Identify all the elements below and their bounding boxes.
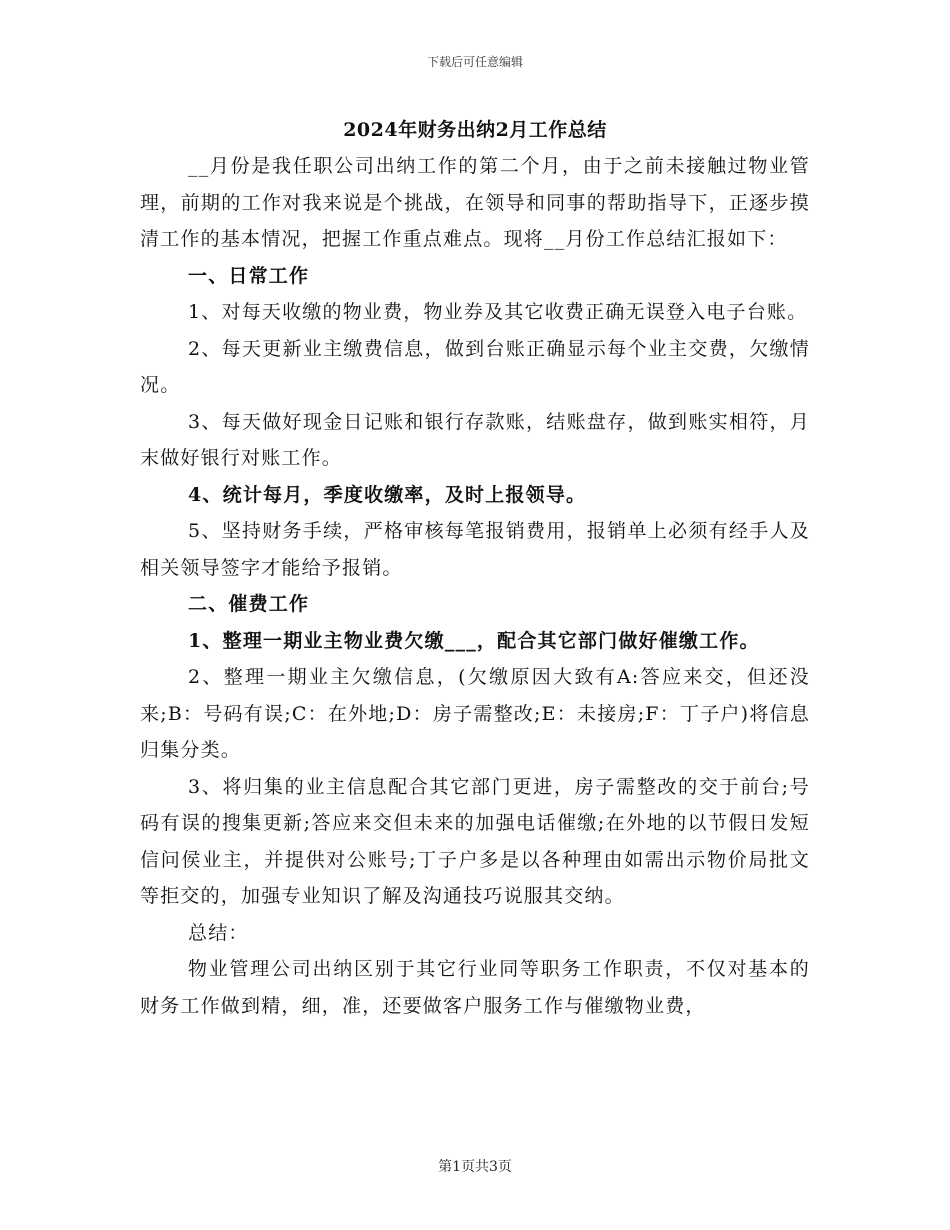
section-heading-daily-work: 一、日常工作	[188, 264, 310, 287]
paragraph-daily-1: 1、对每天收缴的物业费，物业券及其它收费正确无误登入电子台账。	[188, 301, 808, 323]
paragraph-daily-2: 2、每天更新业主缴费信息，做到台账正确显示每个业主交费，欠缴情况。	[140, 337, 810, 396]
paragraph-summary: 物业管理公司出纳区别于其它行业同等职务工作职责，不仅对基本的财务工作做到精，细，准，还要做客户服务工作与催缴物业费，	[140, 958, 810, 1017]
paragraph-collection-1: 1、整理一期业主物业费欠缴___，配合其它部门做好催缴工作。	[188, 629, 760, 652]
section-heading-fee-collection: 二、催费工作	[188, 593, 310, 615]
paragraph-collection-2: 2、整理一期业主欠缴信息，(欠缴原因大致有A:答应来交，但还没来;B：号码有误;C：在外地;D：房子需整改;E：未接房;F：丁子户)将信息归集分类。	[140, 666, 810, 761]
paragraph-summary-label: 总结：	[188, 921, 249, 944]
paragraph-daily-4: 4、统计每月，季度收缴率，及时上报领导。	[188, 483, 587, 506]
paragraph-intro: __月份是我任职公司出纳工作的第二个月，由于之前未接触过物业管理，前期的工作对我来说是个挑战，在领导和同事的帮助指导下，正逐步摸清工作的基本情况，把握工作重点难点。现将__月份工作总结汇报如下：	[140, 155, 810, 250]
page-header-note: 下载后可任意编辑	[426, 55, 523, 69]
paragraph-daily-3: 3、每天做好现金日记账和银行存款账，结账盘存，做到账实相符，月末做好银行对账工作。	[140, 410, 810, 469]
paragraph-daily-5: 5、坚持财务手续，严格审核每笔报销费用，报销单上必须有经手人及相关领导签字才能给予报销。	[140, 520, 810, 579]
document-title: 2024年财务出纳2月工作总结	[343, 119, 607, 141]
document-body	[140, 148, 810, 1024]
page-number: 第1页共3页	[438, 1159, 512, 1175]
paragraph-collection-3: 3、将归集的业主信息配合其它部门更进，房子需整改的交于前台;号码有误的搜集更新;答应来交但未来的加强电话催缴;在外地的以节假日发短信问侯业主，并提供对公账号;丁子户多是以各种理由如需出示物价局批文等拒交的，加强专业知识了解及沟通技巧说服其交纳。	[140, 775, 810, 907]
